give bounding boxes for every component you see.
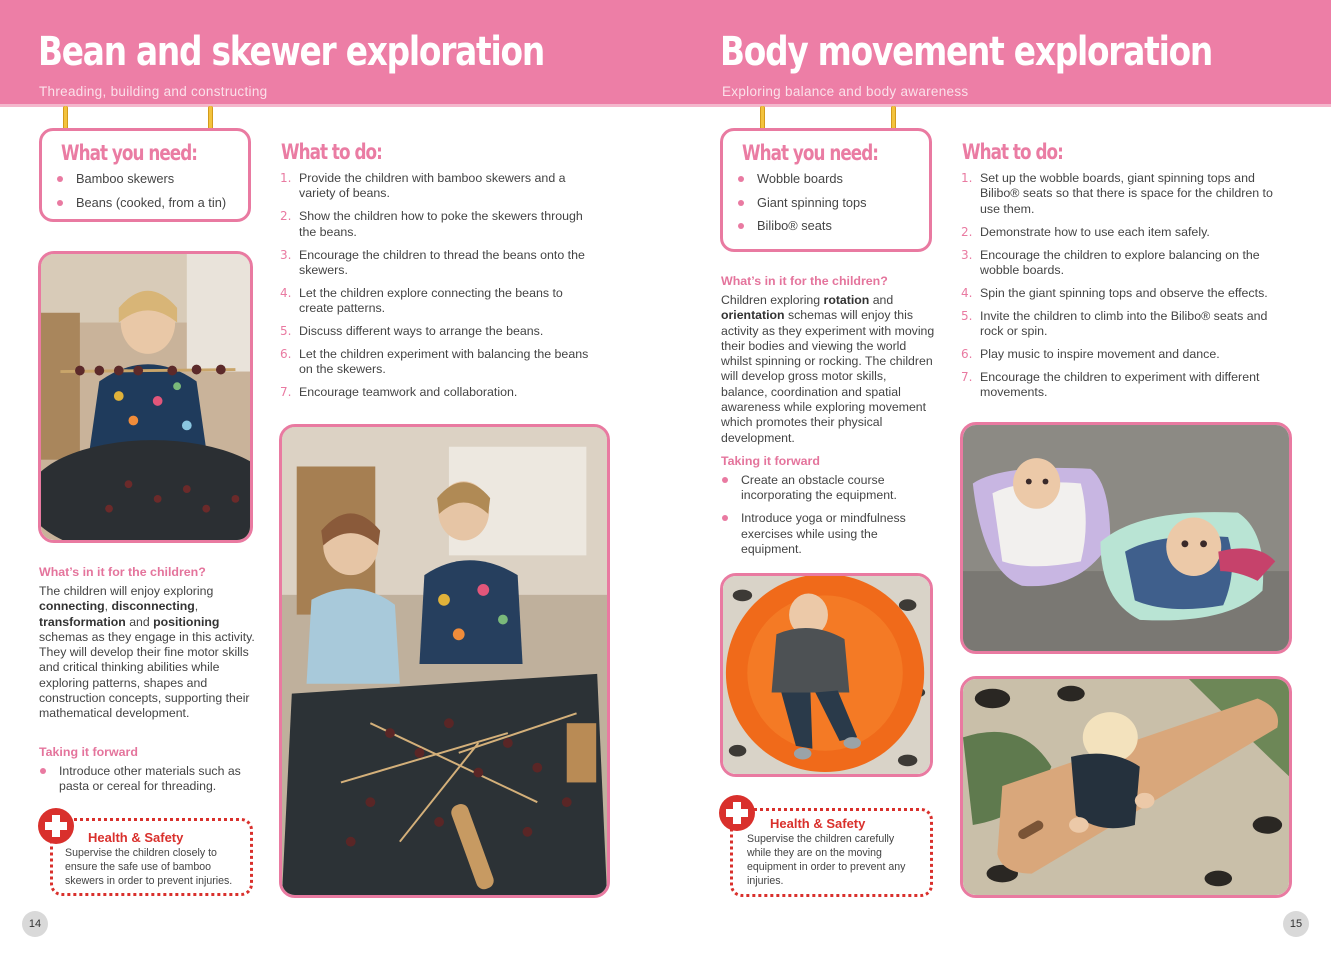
hanger-hook [760, 106, 765, 130]
taking-forward-list-left [39, 764, 257, 802]
step-number: 1. [961, 171, 973, 185]
page-number-left: 14 [22, 911, 48, 937]
emphasis-term: transformation [39, 614, 126, 629]
health-safety-text-right: Supervise the children carefully while they are on the moving equipment in order to prevent any injuries. [747, 833, 906, 887]
photo-babies-bilibo-seats [960, 422, 1292, 654]
step-number: 6. [961, 347, 973, 362]
emphasis-term: connecting [39, 599, 105, 614]
step-text: Show the children how to poke the skewers through the beans. [299, 209, 583, 239]
step-text: Invite the children to climb into the Bilibo® seats and rock or spin. [980, 308, 1268, 339]
list-item [280, 171, 598, 202]
what-you-need-list [737, 171, 867, 242]
first-aid-cross-icon [719, 795, 755, 831]
emphasis-term: rotation [823, 293, 870, 307]
step-text: Let the children experiment with balancing the beans on the skewers. [299, 347, 589, 377]
list-item: Wobble boards [737, 171, 867, 195]
what-you-need-heading: What you need: [742, 141, 879, 165]
step-text: Encourage the children to thread the beans onto the skewers. [299, 247, 585, 277]
list-item [280, 347, 598, 378]
step-number: 7. [961, 370, 973, 385]
list-item [280, 324, 598, 339]
step-number: 6. [280, 347, 292, 362]
step-text: Encourage teamwork and collaboration. [299, 385, 518, 400]
list-item: Beans (cooked, from a tin) [56, 195, 226, 219]
photo-two-children-beans [279, 424, 610, 898]
step-number: 2. [961, 224, 973, 239]
paragraph-text: , [104, 599, 112, 614]
list-item [961, 171, 1281, 217]
what-you-need-list [56, 171, 226, 218]
page-number-right: 15 [1283, 911, 1309, 937]
health-safety-title-left: Health & Safety [88, 830, 184, 845]
photo-child-bean-skewer [38, 251, 253, 543]
page-title-right: Body movement exploration [720, 29, 1213, 75]
photo-baby-spinning-top [720, 573, 933, 777]
list-item: Create an obstacle course incorporating the equipment. [721, 473, 935, 504]
list-item [961, 286, 1281, 301]
paragraph-text: , [194, 599, 199, 614]
list-item [961, 248, 1281, 279]
what-to-do-heading-left: What to do: [281, 140, 382, 164]
step-text: Discuss different ways to arrange the beans. [299, 324, 544, 339]
steps-list-left [280, 171, 598, 408]
paragraph-text: schemas will enjoy this activity as they experiment with moving their bodies and viewing the world whilst spinning or rocking. The children will develop gross motor skills, balance, coordination and spatial awareness while exploring movement which promotes their physical development. [721, 308, 935, 445]
paragraph-text: and [869, 293, 894, 307]
step-number: 3. [280, 247, 292, 262]
step-text: Play music to inspire movement and dance. [980, 347, 1220, 362]
steps-list-right [961, 171, 1281, 408]
photo-toddler-wobble-board [960, 676, 1292, 898]
page-title-left: Bean and skewer exploration [38, 29, 544, 75]
hanger-hook [63, 106, 68, 130]
health-safety-text-left: Supervise the children closely to ensure the safe use of bamboo skewers in order to prevent injuries. [65, 847, 233, 887]
list-item: Bamboo skewers [56, 171, 226, 195]
step-number: 1. [280, 171, 292, 185]
taking-forward-heading-left: Taking it forward [39, 745, 138, 759]
first-aid-cross-icon [38, 808, 74, 844]
step-text: Spin the giant spinning tops and observe the effects. [980, 285, 1268, 300]
step-number: 3. [961, 247, 973, 262]
hanger-hook [208, 106, 213, 130]
step-number: 4. [280, 285, 292, 300]
step-number: 4. [961, 285, 973, 300]
whats-in-it-heading-right: What’s in it for the children? [721, 274, 888, 288]
step-number: 7. [280, 385, 292, 400]
step-number: 2. [280, 209, 292, 224]
list-item [961, 370, 1281, 401]
step-number: 5. [280, 324, 292, 339]
list-item [280, 209, 598, 240]
list-item: Introduce other materials such as pasta or cereal for threading. [39, 764, 257, 795]
what-to-do-heading-right: What to do: [962, 140, 1063, 164]
list-item [961, 225, 1281, 240]
list-item: Bilibo® seats [737, 218, 867, 242]
page-subtitle-right: Exploring balance and body awareness [722, 84, 969, 99]
paragraph-text: The children will enjoy exploring [39, 584, 214, 598]
paragraph-text: schemas as they engage in this activity. They will develop their fine motor skills and critical thinking abilities while exploring patterns, shapes and construction concepts, supporting their mathematical development. [39, 629, 255, 721]
what-you-need-box-right [720, 128, 932, 252]
step-text: Encourage the children to experiment with different movements. [980, 370, 1260, 400]
step-number: 5. [961, 308, 973, 323]
emphasis-term: orientation [721, 308, 785, 323]
step-text: Encourage the children to explore balancing on the wobble boards. [980, 247, 1260, 277]
list-item: Introduce yoga or mindfulness exercises while using the equipment. [721, 511, 935, 557]
taking-forward-heading-right: Taking it forward [721, 454, 820, 468]
whats-in-it-paragraph-left [39, 584, 257, 722]
header-divider [0, 104, 1331, 107]
list-item [280, 385, 598, 400]
list-item [961, 347, 1281, 362]
step-text: Provide the children with bamboo skewers and a variety of beans. [299, 171, 566, 201]
whats-in-it-heading-left: What’s in it for the children? [39, 565, 206, 579]
list-item [280, 248, 598, 279]
step-text: Demonstrate how to use each item safely. [980, 224, 1210, 239]
paragraph-text: Children exploring [721, 293, 824, 307]
taking-forward-list-right [721, 473, 935, 565]
health-safety-title-right: Health & Safety [770, 816, 866, 831]
emphasis-term: disconnecting [111, 599, 195, 614]
paragraph-text: and [125, 614, 154, 629]
list-item: Giant spinning tops [737, 195, 867, 219]
step-text: Set up the wobble boards, giant spinning tops and Bilibo® seats so that there is space for the children to use them. [980, 171, 1273, 216]
step-text: Let the children explore connecting the beans to create patterns. [299, 285, 563, 316]
page-subtitle-left: Threading, building and constructing [39, 84, 268, 99]
list-item [280, 286, 598, 317]
list-item [961, 309, 1281, 340]
what-you-need-heading: What you need: [61, 141, 198, 165]
hanger-hook [891, 106, 896, 130]
whats-in-it-paragraph-right [721, 293, 935, 446]
emphasis-term: positioning [153, 614, 220, 629]
what-you-need-box-left [39, 128, 251, 222]
